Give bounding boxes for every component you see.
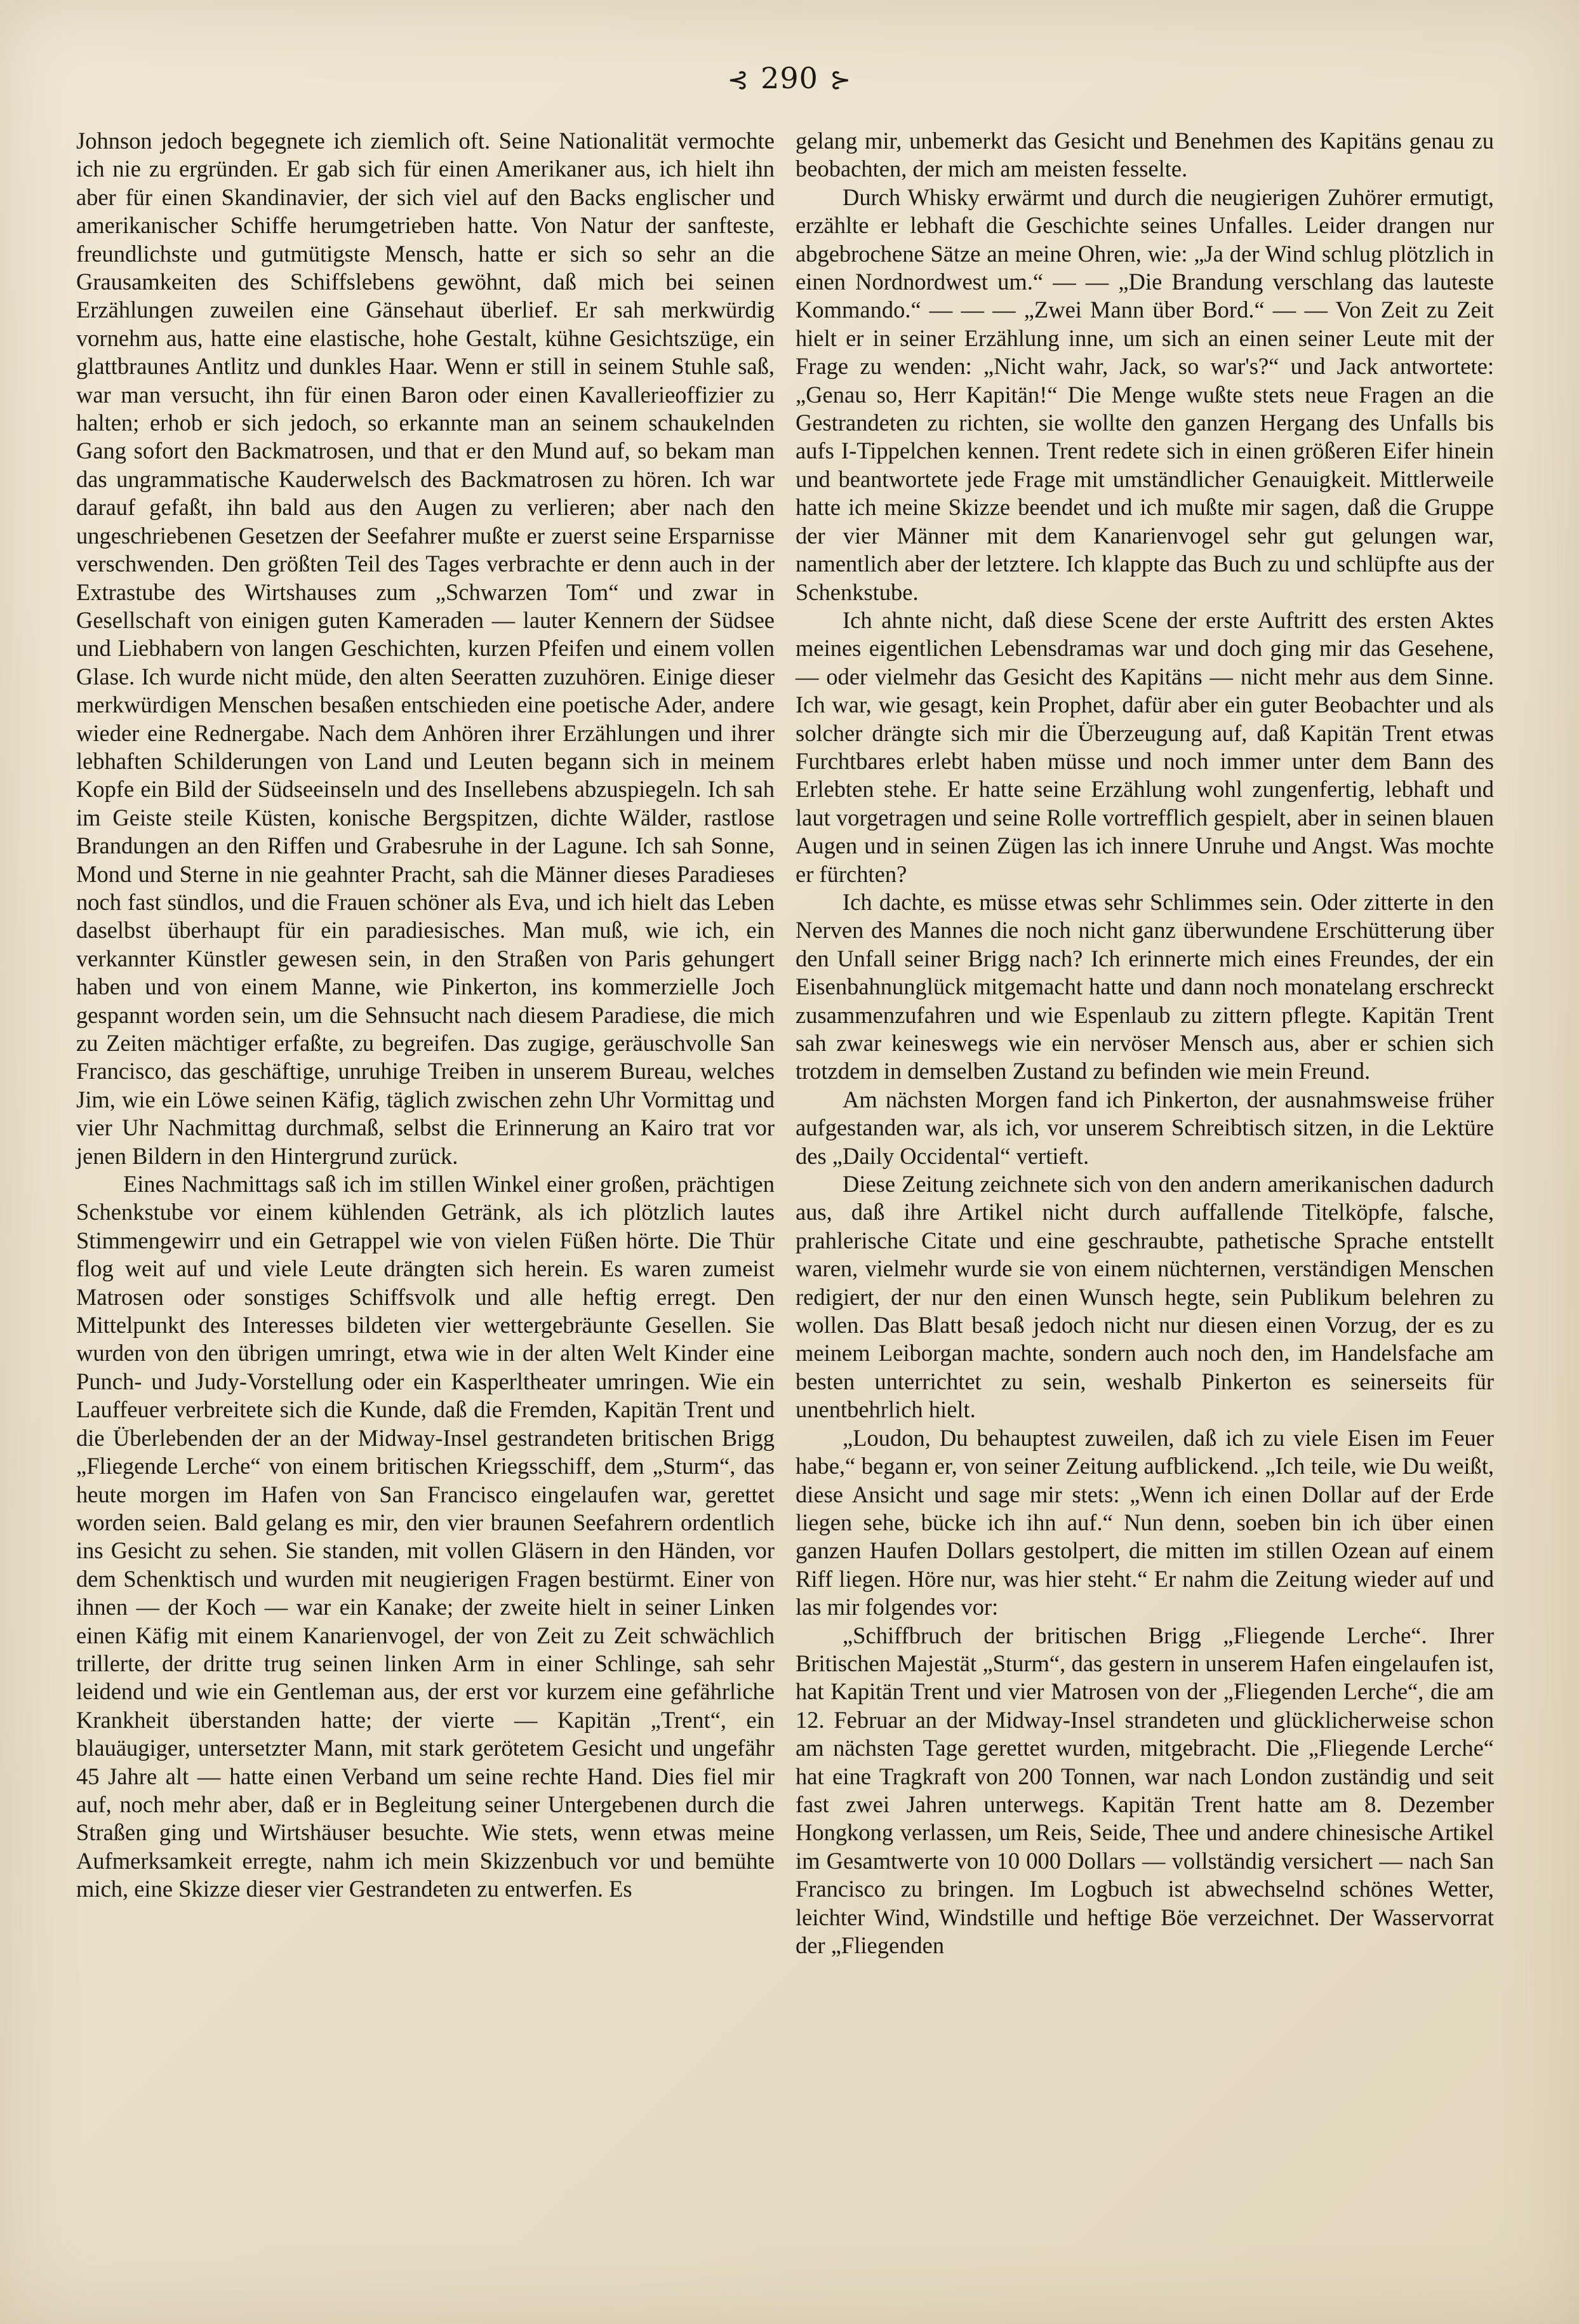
paragraph: Johnson jedoch begegnete ich ziemlich oft. Seine Nationalität vermochte ich nie zu ergründen. Er gab sich für einen Amerikaner aus, ich hielt ihn aber für einen Skandinavier, der sich viel auf den Backs englischer und amerikanischer Schiffe herumgetrieben hatte. Von Natur der sanfteste, freundlichste und gutmütigste Mensch, hatte er sich so sehr an die Grausamkeiten des Schiffslebens gewöhnt, daß mich bei seinen Erzählungen zuweilen eine Gänsehaut überlief. Er sah merkwürdig vornehm aus, hatte eine elastische, hohe Gestalt, kühne Gesichtszüge, ein glattbraunes Antlitz und dunkles Haar. Wenn er still in seinem Stuhle saß, war man versucht, ihn für einen Baron oder einen Kavallerieoffizier zu halten; erhob er sich jedoch, so erkannte man an seinem schaukelnden Gang sofort den Backmatrosen, und that er den Mund auf, so bekam man das ungrammatische Kauderwelsch des Backmatrosen zu hören. Ich war darauf gefaßt, ihn bald aus den Augen zu verlieren; aber nach den ungeschriebenen Gesetzen der Seefahrer mußte er zuerst seine Ersparnisse verschwenden. Den größten Teil des Tages verbrachte er denn auch in der Extrastube des Wirtshauses zum „Schwarzen Tom“ und zwar in Gesellschaft von einigen guten Kameraden — lauter Kennern der Südsee und Liebhabern von langen Geschichten, kurzen Pfeifen und einem vollen Glase. Ich wurde nicht müde, den alten Seeratten zuzuhören. Einige dieser merkwürdigen Menschen besaßen entschieden eine poetische Ader, andere wieder eine Rednergabe. Nach dem Anhören ihrer Erzählungen und ihrer lebhaften Schilderungen von Land und Leuten begann sich in meinem Kopfe ein Bild der Südseeinseln und des Insellebens abzuspiegeln. Ich sah im Geiste steile Küsten, konische Bergspitzen, dichte Wälder, rastlose Brandungen an den Riffen und Grabesruhe in der Lagune. Ich sah Sonne, Mond und Sterne in nie geahnter Pracht, sah die Männer dieses Paradieses noch fast sündlos, und die Frauen schöner als Eva, und ich hielt das Leben daselbst überhaupt für ein paradiesisches. Man muß, wie ich, ein verkannter Künstler gewesen sein, in den Straßen von Paris gehungert haben und von einem Manne, wie Pinkerton, ins kommerzielle Joch gespannt worden sein, um die Sehnsucht nach diesem Paradiese, die mich zu Zeiten mächtiger erfaßte, zu begreifen. Das zugige, geräuschvolle San Francisco, das geschäftige, unruhige Treiben in unserem Bureau, welches Jim, wie ein Löwe seinen Käfig, täglich zwischen zehn Uhr Vormittag und vier Uhr Nachmittag durchmaß, selbst die Erinnerung an Kairo trat vor jenen Bildern in den Hintergrund zurück. xyxy=(76,128,775,1169)
paragraph: gelang mir, unbemerkt das Gesicht und Benehmen des Kapitäns genau zu beobachten, der mich am meisten fesselte. xyxy=(796,128,1494,182)
paragraph: Ich dachte, es müsse etwas sehr Schlimmes sein. Oder zitterte in den Nerven des Mannes die noch nicht ganz überwundene Erschütterung über den Unfall seiner Brigg nach? Ich erinnerte mich eines Freundes, der ein Eisenbahnunglück mitgemacht hatte und dann noch monatelang erschreckt zusammenzufahren und wie Espenlaub zu zittern pflegte. Kapitän Trent sah zwar keineswegs wie ein nervöser Mensch aus, aber er schien sich trotzdem in demselben Zustand zu befinden wie mein Freund. xyxy=(796,888,1494,1085)
paragraph: „Loudon, Du behauptest zuweilen, daß ich zu viele Eisen im Feuer habe,“ begann er, von seiner Zeitung aufblickend. „Ich teile, wie Du weißt, diese Ansicht und sage mir stets: „Wenn ich einen Dollar auf der Erde liegen sehe, bücke ich ihn auf.“ Nun denn, soeben bin ich über einen ganzen Haufen Dollars gestolpert, die mitten im stillen Ozean auf einem Riff liegen. Höre nur, was hier steht.“ Er nahm die Zeitung wieder auf und las mir folgendes vor: xyxy=(796,1424,1494,1620)
paragraph: Durch Whisky erwärmt und durch die neugierigen Zuhörer ermutigt, erzählte er lebhaft die Geschichte seines Unfalles. Leider drangen nur abgebrochene Sätze an meine Ohren, wie: „Ja der Wind schlug plötzlich in einen Nordnordwest um.“ — — „Die Brandung verschlang das lauteste Kommando.“ — — — „Zwei Mann über Bord.“ — — Von Zeit zu Zeit hielt er in seiner Erzählung inne, um sich an einen seiner Leute mit der Frage zu wenden: „Nicht wahr, Jack, so war's?“ und Jack antwortete: „Genau so, Herr Kapitän!“ Die Menge wußte stets neue Fragen an die Gestrandeten zu richten, sie wollte den ganzen Hergang des Unfalls bis aufs I-Tippelchen kennen. Trent redete sich in einen größeren Eifer hinein und beantwortete jede Frage mit umständlicher Genauigkeit. Mittlerweile hatte ich meine Skizze beendet und ich mußte mir sagen, daß die Gruppe der vier Männer mit dem Kanarienvogel sehr gut gelungen war, namentlich aber der letztere. Ich klappte das Buch zu und schlüpfte aus der Schenkstube. xyxy=(796,184,1494,605)
paragraph: „Schiffbruch der britischen Brigg „Fliegende Lerche“. Ihrer Britischen Majestät „Sturm“, das gestern in unserem Hafen eingelaufen ist, hat Kapitän Trent und vier Matrosen von der „Fliegenden Lerche“, die am 12. Februar an der Midway-Insel strandeten und glücklicherweise schon am nächsten Tage gerettet wurden, mitgebracht. Die „Fliegende Lerche“ hat eine Tragkraft von 200 Tonnen, war nach London zuständig und seit fast zwei Jahren unterwegs. Kapitän Trent hatte am 8. Dezember Hongkong verlassen, um Reis, Seide, Thee und andere chinesische Artikel im Gesamtwerte von 10 000 Dollars — vollständig versichert — nach San Francisco zu bringen. Im Logbuch ist abwechselnd schönes Wetter, leichter Wind, Windstille und heftige Böe verzeichnet. Der Wasservorrat der „Fliegenden xyxy=(796,1622,1494,1958)
right-ornament-icon: ⊱ xyxy=(829,65,852,95)
left-column xyxy=(76,127,775,1904)
page-number: 290 xyxy=(761,61,818,95)
paragraph: Eines Nachmittags saß ich im stillen Winkel einer großen, prächtigen Schenkstube vor einem kühlenden Getränk, als ich plötzlich lautes Stimmengewirr und ein Getrappel wie von vielen Füßen hörte. Die Thür flog weit auf und viele Leute drängten sich herein. Es waren zumeist Matrosen oder sonstiges Schiffsvolk und alle heftig erregt. Den Mittelpunkt des Interesses bildeten vier wettergebräunte Gesellen. Sie wurden von den übrigen umringt, etwa wie in der alten Welt Kinder eine Punch- und Judy-Vorstellung oder ein Kasperltheater umringen. Wie ein Lauffeuer verbreitete sich die Kunde, daß die Fremden, Kapitän Trent und die Überlebenden der an der Midway-Insel gestrandeten britischen Brigg „Fliegende Lerche“ von einem britischen Kriegsschiff, dem „Sturm“, das heute morgen im Hafen von San Francisco eingelaufen war, gerettet worden seien. Bald gelang es mir, den vier braunen Seefahrern ordentlich ins Gesicht zu sehen. Sie standen, mit vollen Gläsern in den Händen, vor dem Schenktisch und wurden mit neugierigen Fragen bestürmt. Einer von ihnen — der Koch — war ein Kanake; der zweite hielt in seiner Linken einen Käfig mit einem Kanarienvogel, der von Zeit zu Zeit schwächlich trillerte, der dritte trug seinen linken Arm in einer Schlinge, sah sehr leidend und wie ein Gentleman aus, der erst vor kurzem eine gefährliche Krankheit überstanden hatte; der vierte — Kapitän „Trent“, ein blauäugiger, untersetzter Mann, mit stark gerötetem Gesicht und ungefähr 45 Jahre alt — hatte einen Verband um seine rechte Hand. Dies fiel mir auf, noch mehr aber, daß er in Begleitung seiner Untergebenen durch die Straßen ging und Wirtshäuser besuchte. Wie stets, wenn etwas meine Aufmerksamkeit erregte, nahm ich mein Skizzenbuch vor und bemühte mich, eine Skizze dieser vier Gestrandeten zu entwerfen. Es xyxy=(76,1171,775,1902)
right-column xyxy=(796,127,1494,1960)
paragraph: Ich ahnte nicht, daß diese Scene der erste Auftritt des ersten Aktes meines eigentlichen Lebensdramas war und doch ging mir das Gesehene, — oder vielmehr das Gesicht des Kapitäns — nicht mehr aus dem Sinne. Ich war, wie gesagt, kein Prophet, dafür aber ein guter Beobachter und als solcher drängte sich mir die Überzeugung auf, daß Kapitän Trent etwas Furchtbares erlebt haben müsse und noch immer unter dem Bann des Erlebten stehe. Er hatte seine Erzählung wohl zungenfertig, lebhaft und laut vorgetragen und seine Rolle vortrefflich gespielt, aber in seinen blauen Augen und in seinen Zügen las ich innere Unruhe und Angst. Was mochte er fürchten? xyxy=(796,606,1494,887)
page-header xyxy=(0,61,1579,95)
paragraph: Am nächsten Morgen fand ich Pinkerton, der ausnahmsweise früher aufgestanden war, als ich, vor unserem Schreibtisch sitzen, in die Lektüre des „Daily Occidental“ vertieft. xyxy=(796,1086,1494,1169)
paragraph: Diese Zeitung zeichnete sich von den andern amerikanischen dadurch aus, daß ihre Artikel nicht durch auffallende Titelköpfe, falsche, prahlerische Citate und eine geschraubte, pathetische Sprache entstellt waren, vielmehr wurde sie von einem nüchternen, verständigen Menschen redigiert, der nur den einen Wunsch hegte, sein Publikum belehren zu wollen. Das Blatt besaß jedoch nicht nur diesen einen Vorzug, der es zu meinem Leiborgan machte, sondern auch noch den, im Handelsfache am besten unterrichtet zu sein, weshalb Pinkerton es seinerseits für unentbehrlich hielt. xyxy=(796,1171,1494,1423)
left-ornament-icon: ⊰ xyxy=(727,65,750,95)
